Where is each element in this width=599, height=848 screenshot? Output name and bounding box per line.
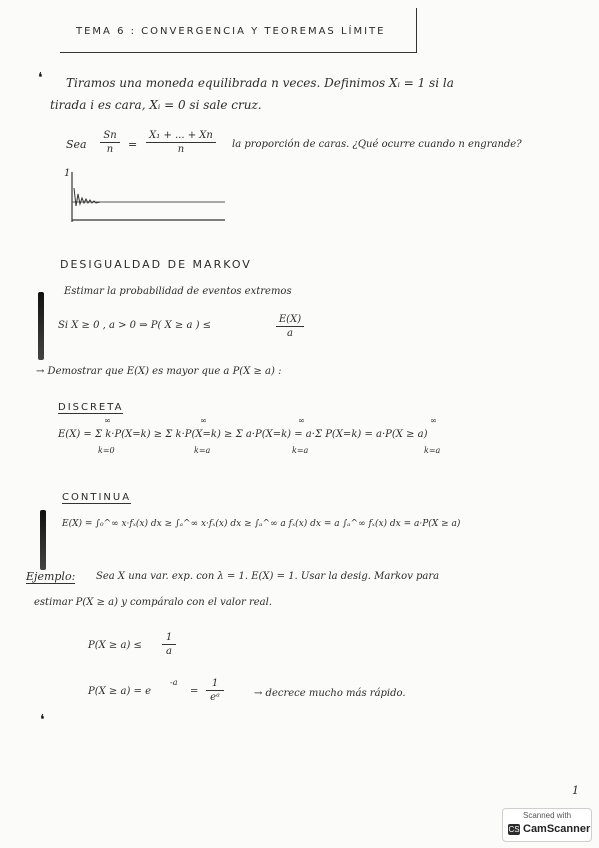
markov-condition: Si X ≥ 0 , a > 0 ⇒ P( X ≥ a ) ≤ — [58, 320, 212, 331]
markov-heading: DESIGUALDAD DE MARKOV — [60, 258, 252, 271]
bullet-icon: ❛ — [38, 70, 43, 86]
ejemplo-real: P(X ≥ a) = e — [88, 686, 152, 697]
sn-fraction — [100, 130, 120, 155]
markov-denominator: a — [287, 328, 293, 339]
page-number: 1 — [572, 784, 579, 797]
proportion-text: la proporción de caras. ¿Qué ocurre cuando n engrande? — [232, 139, 522, 150]
discreta-label: DISCRETA — [58, 402, 124, 413]
ejemplo-ineq-fraction — [162, 632, 176, 657]
hole-punch-shadow — [38, 292, 44, 360]
sea-label: Sea — [66, 138, 87, 151]
intro-line-2: tirada i es cara, Xᵢ = 0 si sale cruz. — [50, 98, 262, 112]
graph-tick-label: 1 — [64, 168, 71, 179]
ejemplo-ineq-denominator: a — [166, 646, 172, 657]
sum2-upper: ∞ — [200, 416, 207, 425]
sum1-upper: ∞ — [104, 416, 111, 425]
markov-fraction — [276, 314, 304, 339]
sn-numerator: Sn — [103, 130, 117, 141]
ejemplo-real-denominator: eᵃ — [210, 692, 220, 703]
equals-sign: = — [128, 138, 138, 151]
ejemplo-inequality: P(X ≥ a) ≤ — [88, 640, 142, 651]
scanned-with-text: Scanned with — [522, 811, 572, 820]
hole-punch-shadow-2 — [40, 510, 46, 570]
markov-numerator: E(X) — [278, 314, 302, 325]
sum2-lower: k=a — [194, 446, 211, 455]
continua-equation: E(X) = ∫₀^∞ x·fₓ(x) dx ≥ ∫ₐ^∞ x·fₓ(x) dx ≥ ∫ₐ^∞ a fₓ(x) dx = a ∫ₐ^∞ fₓ(x) dx = a·P(X ≥ a) — [62, 519, 461, 529]
markov-estimar: Estimar la probabilidad de eventos extremos — [64, 286, 292, 297]
xbar-denominator: n — [177, 144, 185, 155]
ejemplo-ineq-numerator: 1 — [165, 632, 173, 643]
discreta-equation: E(X) = Σ k·P(X=k) ≥ Σ k·P(X=k) ≥ Σ a·P(X=k) = a·Σ P(X=k) = a·P(X ≥ a) — [58, 429, 428, 440]
bullet-icon-2: ❛ — [40, 712, 45, 728]
camscanner-logo-icon: CS — [508, 825, 520, 834]
ejemplo-real-fraction — [206, 678, 224, 703]
ejemplo-line-2: estimar P(X ≥ a) y compáralo con el valor real. — [34, 597, 272, 608]
ejemplo-line-1: Sea X una var. exp. con λ = 1. E(X) = 1. Usar la desig. Markov para — [96, 571, 440, 582]
ejemplo-real-equals: = — [190, 686, 199, 697]
sum3-lower: k=a — [292, 446, 309, 455]
demostrar-text: → Demostrar que E(X) es mayor que a P(X ≥ a) : — [36, 366, 282, 377]
ejemplo-real-exponent: -a — [170, 678, 178, 687]
convergence-sketch — [60, 168, 230, 228]
continua-label: CONTINUA — [62, 492, 132, 503]
sum4-upper: ∞ — [430, 416, 437, 425]
ejemplo-label: Ejemplo: — [26, 570, 76, 583]
page-title: TEMA 6 : CONVERGENCIA Y TEOREMAS LÍMITE — [76, 26, 386, 37]
ejemplo-real-numerator: 1 — [211, 678, 219, 689]
sum4-lower: k=a — [424, 446, 441, 455]
sum3-upper: ∞ — [298, 416, 305, 425]
camscanner-brand: CamScanner — [523, 823, 591, 835]
camscanner-watermark — [502, 808, 592, 842]
xbar-numerator: X₁ + ... + Xn — [149, 130, 213, 141]
sn-denominator: n — [106, 144, 114, 155]
sum1-lower: k=0 — [98, 446, 115, 455]
xbar-fraction — [146, 130, 216, 155]
intro-line-1: Tiramos una moneda equilibrada n veces. Definimos Xᵢ = 1 si la — [66, 76, 454, 90]
ejemplo-comment: → decrece mucho más rápido. — [254, 688, 406, 699]
